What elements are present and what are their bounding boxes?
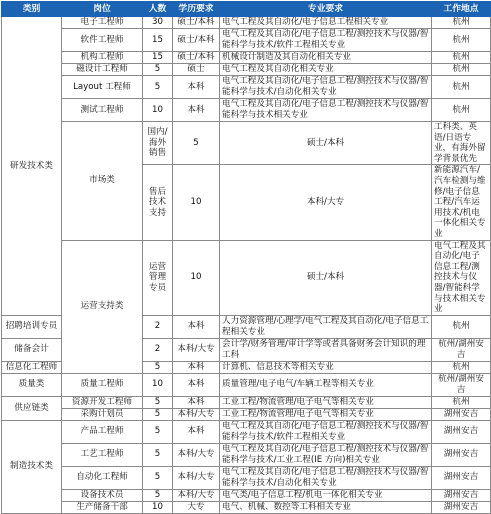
recruitment-table bbox=[1, 1, 491, 514]
position-cell: Layout 工程师 bbox=[62, 76, 143, 99]
table-row bbox=[2, 29, 491, 52]
count-cell: 2 bbox=[143, 315, 173, 338]
education-cell: 本科 bbox=[173, 99, 220, 122]
position-cell: 机构工程师 bbox=[62, 52, 143, 64]
table-row bbox=[2, 76, 491, 99]
education-cell: 本科/大专 bbox=[173, 443, 220, 466]
location-cell: 湖州安吉 bbox=[432, 489, 491, 501]
major-cell: 电气工程及其自动化/电子信息工程/测控技术与仪器/智能科学与技术/软件工程相关专业 bbox=[220, 420, 432, 443]
table-row bbox=[2, 240, 491, 315]
education-cell: 硕士/本科 bbox=[220, 122, 432, 165]
category-cell: 市场类 bbox=[62, 122, 143, 241]
location-cell: 杭州 bbox=[432, 396, 491, 408]
count-cell: 10 bbox=[143, 373, 173, 396]
major-cell: 电气工程及其自动化/电子信息工程/测控技术与仪器/智能科学与技术/软件工程相关专业 bbox=[220, 29, 432, 52]
education-cell: 本科 bbox=[173, 420, 220, 443]
count-cell: 5 bbox=[143, 443, 173, 466]
count-cell: 10 bbox=[143, 99, 173, 122]
table-row bbox=[2, 373, 491, 396]
count-cell: 5 bbox=[143, 361, 173, 373]
position-cell: 运营管理专员 bbox=[143, 240, 173, 315]
location-cell: 杭州/湖州安吉 bbox=[432, 373, 491, 396]
count-cell: 5 bbox=[143, 64, 173, 76]
position-cell: 招聘培训专员 bbox=[2, 315, 62, 338]
position-cell: 测试工程师 bbox=[62, 99, 143, 122]
location-cell: 杭州 bbox=[432, 99, 491, 122]
education-cell: 本科/大专 bbox=[173, 466, 220, 489]
location-cell: 湖州安吉 bbox=[432, 443, 491, 466]
table-row bbox=[2, 64, 491, 76]
location-cell: 杭州 bbox=[432, 76, 491, 99]
category-cell: 制造技术类 bbox=[2, 420, 62, 513]
education-cell: 大专 bbox=[173, 501, 220, 513]
major-cell: 电气工程及其自动化/电子信息工程/测控技术与仪器/智能科学与技术相关专业 bbox=[220, 99, 432, 122]
major-cell: 新能源汽车/汽车检测与维修/电子信息工程/汽车运用技术/机电一体化相关专业 bbox=[432, 165, 491, 240]
location-cell: 湖州安吉 bbox=[432, 466, 491, 489]
major-cell: 电气工程及其自动化/电子信息工程/测控技术与仪器/智能科学与技术/工业工程(IE 方向)相关专业 bbox=[220, 443, 432, 466]
major-cell: 电气、机械、数控等工科相关专业 bbox=[220, 501, 432, 513]
count-cell: 5 bbox=[173, 122, 220, 165]
location-cell: 杭州 bbox=[432, 52, 491, 64]
header-education: 学历要求 bbox=[173, 2, 220, 17]
major-cell: 电气工程及其自动化/电子信息工程相关专业 bbox=[220, 17, 432, 29]
education-cell: 本科 bbox=[173, 396, 220, 408]
location-cell: 湖州安吉 bbox=[432, 408, 491, 420]
major-cell: 机械设计制造及其自动化相关专业 bbox=[220, 52, 432, 64]
header-count: 人数 bbox=[143, 2, 173, 17]
location-cell: 湖州安吉 bbox=[432, 420, 491, 443]
education-cell: 硕士/本科 bbox=[173, 52, 220, 64]
education-cell: 本科 bbox=[173, 76, 220, 99]
position-cell: 磁设计工程师 bbox=[62, 64, 143, 76]
major-cell: 电气工程及其自动化/电子信息工程/测控技术与仪器/智能科学与技术/自动化相关专业 bbox=[220, 466, 432, 489]
position-cell: 采购计划员 bbox=[62, 408, 143, 420]
education-cell: 本科/大专 bbox=[173, 338, 220, 361]
education-cell: 本科 bbox=[173, 373, 220, 396]
major-cell: 人力资源管理/心理学/电气工程及其自动化/电子信息工程相关专业 bbox=[220, 315, 432, 338]
major-cell: 电气工程及其自动化/电子信息工程/测控技术与仪器/智能科学与技术相关专业 bbox=[432, 240, 491, 315]
count-cell: 15 bbox=[143, 29, 173, 52]
table-row bbox=[2, 396, 491, 408]
count-cell: 5 bbox=[143, 76, 173, 99]
position-cell: 产品工程师 bbox=[62, 420, 143, 443]
count-cell: 5 bbox=[143, 396, 173, 408]
location-cell: 杭州 bbox=[432, 361, 491, 373]
table-row bbox=[2, 489, 491, 501]
position-cell: 自动化工程师 bbox=[62, 466, 143, 489]
education-cell: 本科 bbox=[173, 315, 220, 338]
header-category: 类别 bbox=[2, 2, 62, 17]
table-row bbox=[2, 466, 491, 489]
major-cell: 质量管理/电子电气/车辆工程等相关专业 bbox=[220, 373, 432, 396]
count-cell: 5 bbox=[143, 489, 173, 501]
education-cell: 硕士/本科 bbox=[173, 17, 220, 29]
header-major: 专业要求 bbox=[220, 2, 432, 17]
position-cell: 软件工程师 bbox=[62, 29, 143, 52]
major-cell: 工科类、英语/日语专业，有海外留学背景优先 bbox=[432, 122, 491, 165]
location-cell: 杭州 bbox=[432, 315, 491, 338]
location-cell: 杭州 bbox=[432, 29, 491, 52]
count-cell: 10 bbox=[173, 165, 220, 240]
education-cell: 本科 bbox=[173, 361, 220, 373]
position-cell: 质量工程师 bbox=[62, 373, 143, 396]
count-cell: 5 bbox=[143, 408, 173, 420]
table-row bbox=[2, 408, 491, 420]
education-cell: 本科/大专 bbox=[173, 489, 220, 501]
education-cell: 硕士 bbox=[173, 64, 220, 76]
count-cell: 2 bbox=[143, 338, 173, 361]
count-cell: 5 bbox=[143, 420, 173, 443]
table-row bbox=[2, 501, 491, 513]
table-row bbox=[2, 17, 491, 29]
education-cell: 硕士/本科 bbox=[220, 240, 432, 315]
education-cell: 本科/大专 bbox=[220, 165, 432, 240]
table-row bbox=[2, 122, 491, 165]
category-cell: 供应链类 bbox=[2, 396, 62, 420]
education-cell: 本科/大专 bbox=[173, 408, 220, 420]
table-row bbox=[2, 443, 491, 466]
header-row bbox=[2, 2, 491, 17]
major-cell: 电气工程及其自动化/电子信息工程/测控技术与仪器/智能科学与技术/自动化相关专业 bbox=[220, 76, 432, 99]
major-cell: 工业工程/物流管理/电子电气等相关专业 bbox=[220, 408, 432, 420]
category-cell: 运营支持类 bbox=[62, 240, 143, 373]
major-cell: 电气类/电子信息工程/机电一体化相关专业 bbox=[220, 489, 432, 501]
category-cell: 质量类 bbox=[2, 373, 62, 396]
count-cell: 10 bbox=[143, 501, 173, 513]
position-cell: 资源开发工程师 bbox=[62, 396, 143, 408]
major-cell: 会计学/财务管理/审计学等或者具备财务会计知识的理工科 bbox=[220, 338, 432, 361]
position-cell: 电子工程师 bbox=[62, 17, 143, 29]
table-row bbox=[2, 99, 491, 122]
major-cell: 电气工程及其自动化相关专业 bbox=[220, 64, 432, 76]
category-cell: 研发技术类 bbox=[2, 17, 62, 316]
count-cell: 5 bbox=[143, 466, 173, 489]
major-cell: 计算机、信息技术等相关专业 bbox=[220, 361, 432, 373]
location-cell: 杭州 bbox=[432, 64, 491, 76]
count-cell: 30 bbox=[143, 17, 173, 29]
position-cell: 储备会计 bbox=[2, 338, 62, 361]
position-cell: 设备技术员 bbox=[62, 489, 143, 501]
location-cell: 杭州/湖州安吉 bbox=[432, 338, 491, 361]
location-cell: 杭州 bbox=[432, 17, 491, 29]
location-cell: 湖州安吉 bbox=[432, 501, 491, 513]
major-cell: 工业工程/物流管理/电子电气等相关专业 bbox=[220, 396, 432, 408]
count-cell: 10 bbox=[173, 240, 220, 315]
education-cell: 硕士/本科 bbox=[173, 29, 220, 52]
table-row bbox=[2, 52, 491, 64]
position-cell: 售后技术支持 bbox=[143, 165, 173, 240]
position-cell: 生产储备干部 bbox=[62, 501, 143, 513]
header-position: 岗位 bbox=[62, 2, 143, 17]
count-cell: 15 bbox=[143, 52, 173, 64]
header-location: 工作地点 bbox=[432, 2, 491, 17]
position-cell: 国内/海外销售 bbox=[143, 122, 173, 165]
position-cell: 工艺工程师 bbox=[62, 443, 143, 466]
table-row bbox=[2, 420, 491, 443]
position-cell: 信息化工程师 bbox=[2, 361, 62, 373]
